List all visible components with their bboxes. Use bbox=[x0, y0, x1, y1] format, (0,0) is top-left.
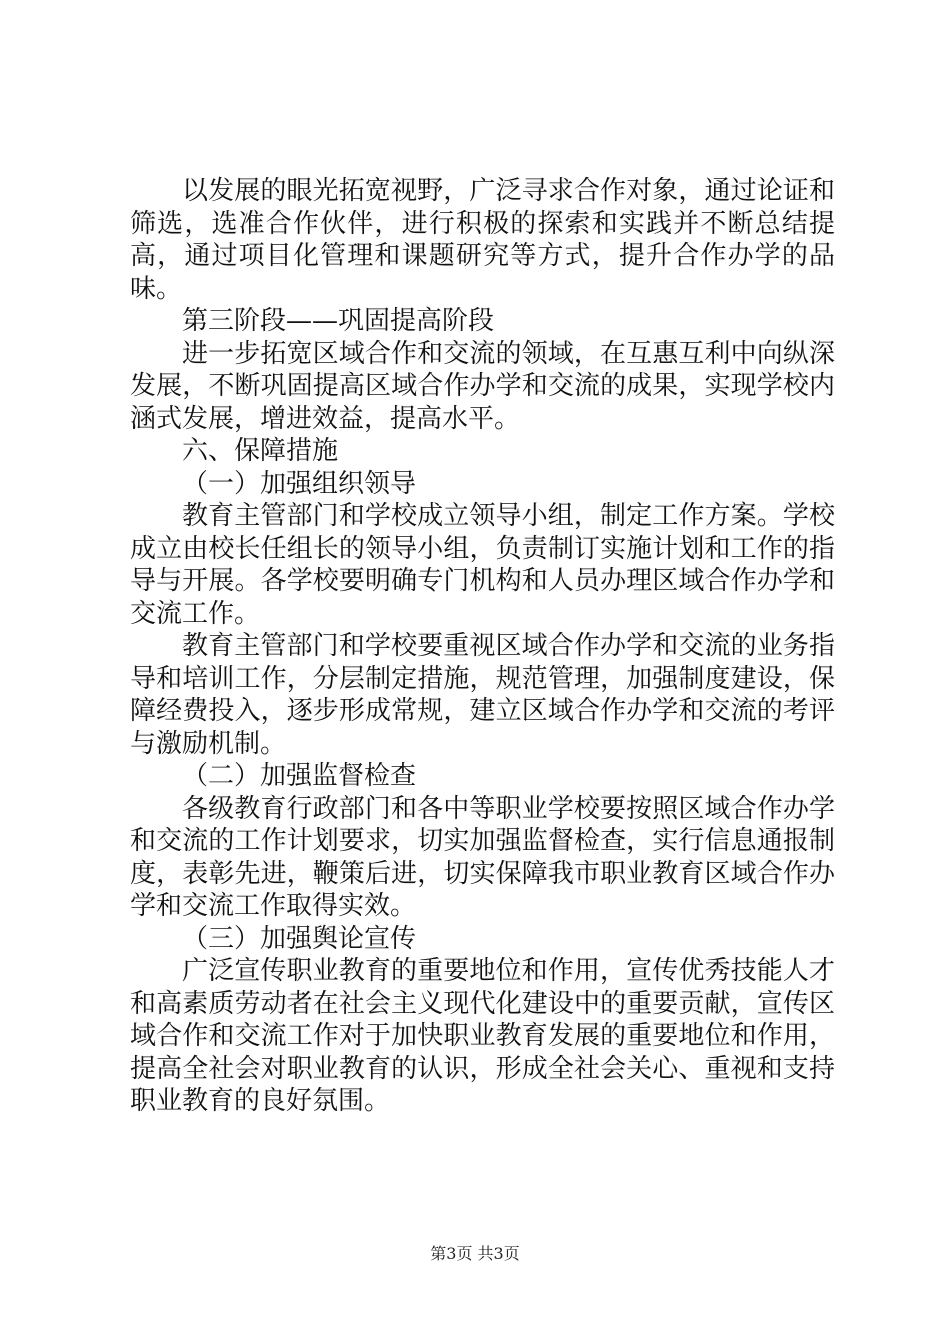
paragraph-cooperation-approach: 以发展的眼光拓宽视野，广泛寻求合作对象，通过论证和筛选，选准合作伙伴，进行积极的探索和实践并不断总结提高，通过项目化管理和课题研究等方式，提升合作办学的品味。 bbox=[130, 176, 835, 304]
page-footer: 第3页 共3页 bbox=[430, 1244, 520, 1263]
heading-publicity: （三）加强舆论宣传 bbox=[182, 923, 417, 954]
heading-supervision: （二）加强监督检查 bbox=[182, 761, 417, 791]
paragraph-supervision: 各级教育行政部门和各中等职业学校要按照区域合作办学和交流的工作计划要求，切实加强监督检查，实行信息通报制度，表彰先进，鞭策后进，切实保障我市职业教育区域合作办学和交流工作取得实效。 bbox=[130, 793, 835, 921]
paragraph-leadership-group: 教育主管部门和学校成立领导小组，制定工作方案。学校成立由校长任组长的领导小组，负责制订实施计划和工作的指导与开展。各学校要明确专门机构和人员办理区域合作办学和交流工作。 bbox=[130, 501, 835, 629]
heading-safeguards: 六、保障措施 bbox=[182, 436, 339, 466]
paragraph-stage-three: 进一步拓宽区域合作和交流的领域，在互惠互利中向纵深发展，不断巩固提高区域合作办学和交流的成果，实现学校内涵式发展，增进效益，提高水平。 bbox=[130, 338, 835, 434]
heading-stage-three: 第三阶段——巩固提高阶段 bbox=[182, 306, 495, 336]
heading-organization-leadership: （一）加强组织领导 bbox=[182, 468, 417, 499]
paragraph-guidance-training: 教育主管部门和学校要重视区域合作办学和交流的业务指导和培训工作，分层制定措施，规范管理，加强制度建设，保障经费投入，逐步形成常规，建立区域合作办学和交流的考评与激励机制。 bbox=[130, 631, 835, 759]
document-body bbox=[130, 175, 835, 1118]
paragraph-publicity: 广泛宣传职业教育的重要地位和作用，宣传优秀技能人才和高素质劳动者在社会主义现代化建设中的重要贡献，宣传区域合作和交流工作对于加快职业教育发展的重要地位和作用，提高全社会对职业教育的认识，形成全社会关心、重视和支持职业教育的良好氛围。 bbox=[130, 956, 835, 1116]
